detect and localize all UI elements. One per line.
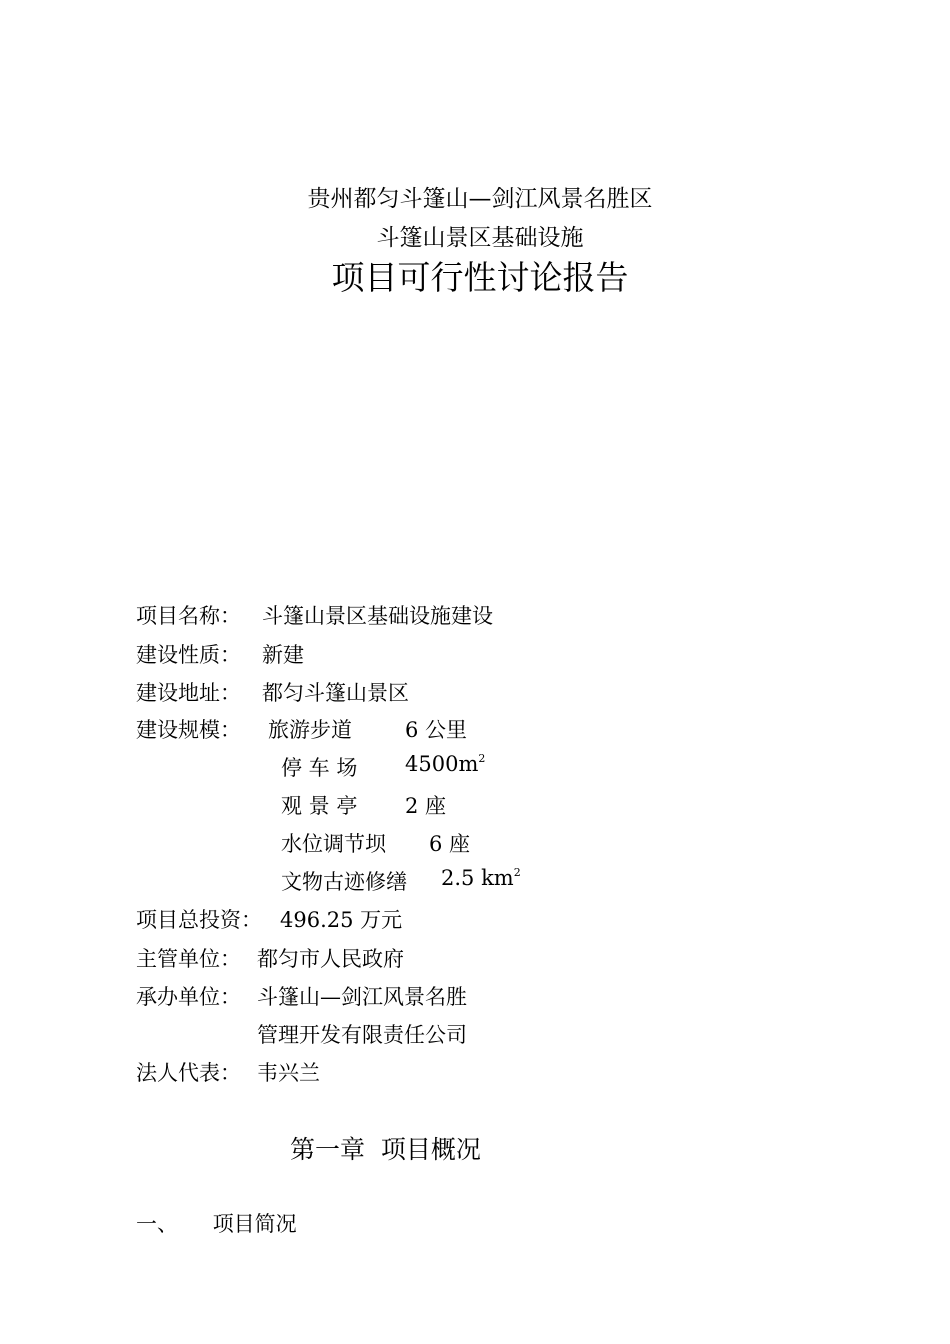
scale-item-value: 6 公里 xyxy=(405,718,468,742)
nature-value: 新建 xyxy=(262,643,304,667)
legal-rep-label: 法人代表： xyxy=(136,1061,241,1085)
scale-item-value: 2.5 $km^2$ xyxy=(441,866,521,890)
title-line-1: 贵州都匀斗篷山—剑江风景名胜区 xyxy=(307,186,653,212)
scale-item-name: 停 车 场 xyxy=(281,756,358,780)
title-line-2: 斗篷山景区基础设施 xyxy=(376,225,584,251)
scale-item-name: 旅游步道 xyxy=(268,718,352,742)
scale-item-name: 观 景 亭 xyxy=(281,794,358,818)
organizer-label: 承办单位： xyxy=(136,985,241,1009)
project-name-value: 斗篷山景区基础设施建设 xyxy=(262,604,493,628)
address-label: 建设地址： xyxy=(136,681,241,705)
scale-item-name: 文物古迹修缮 xyxy=(281,870,407,894)
section-number: 一、 xyxy=(136,1212,178,1236)
chapter-heading: 第一章 项目概况 xyxy=(290,1135,481,1164)
investment-value: 496.25 万元 xyxy=(280,908,403,932)
nature-label: 建设性质： xyxy=(136,643,241,667)
legal-rep-value: 韦兴兰 xyxy=(257,1061,320,1085)
authority-value: 都匀市人民政府 xyxy=(257,947,404,971)
investment-label: 项目总投资： xyxy=(136,908,262,932)
scale-item-value: 6 座 xyxy=(429,832,471,856)
scale-item-value: $4500m^2$ xyxy=(405,752,486,776)
section-heading xyxy=(136,1208,297,1238)
section-title: 项目简况 xyxy=(212,1212,297,1236)
project-name-label: 项目名称： xyxy=(136,604,241,628)
organizer-value-line-1: 斗篷山—剑江风景名胜 xyxy=(257,985,467,1009)
authority-label: 主管单位： xyxy=(136,947,241,971)
scale-label: 建设规模： xyxy=(136,718,241,742)
title-line-3: 项目可行性讨论报告 xyxy=(331,258,629,297)
address-value: 都匀斗篷山景区 xyxy=(262,681,409,705)
scale-item-value: 2 座 xyxy=(405,794,447,818)
organizer-value-line-2: 管理开发有限责任公司 xyxy=(257,1023,467,1047)
scale-item-name: 水位调节坝 xyxy=(281,832,386,856)
